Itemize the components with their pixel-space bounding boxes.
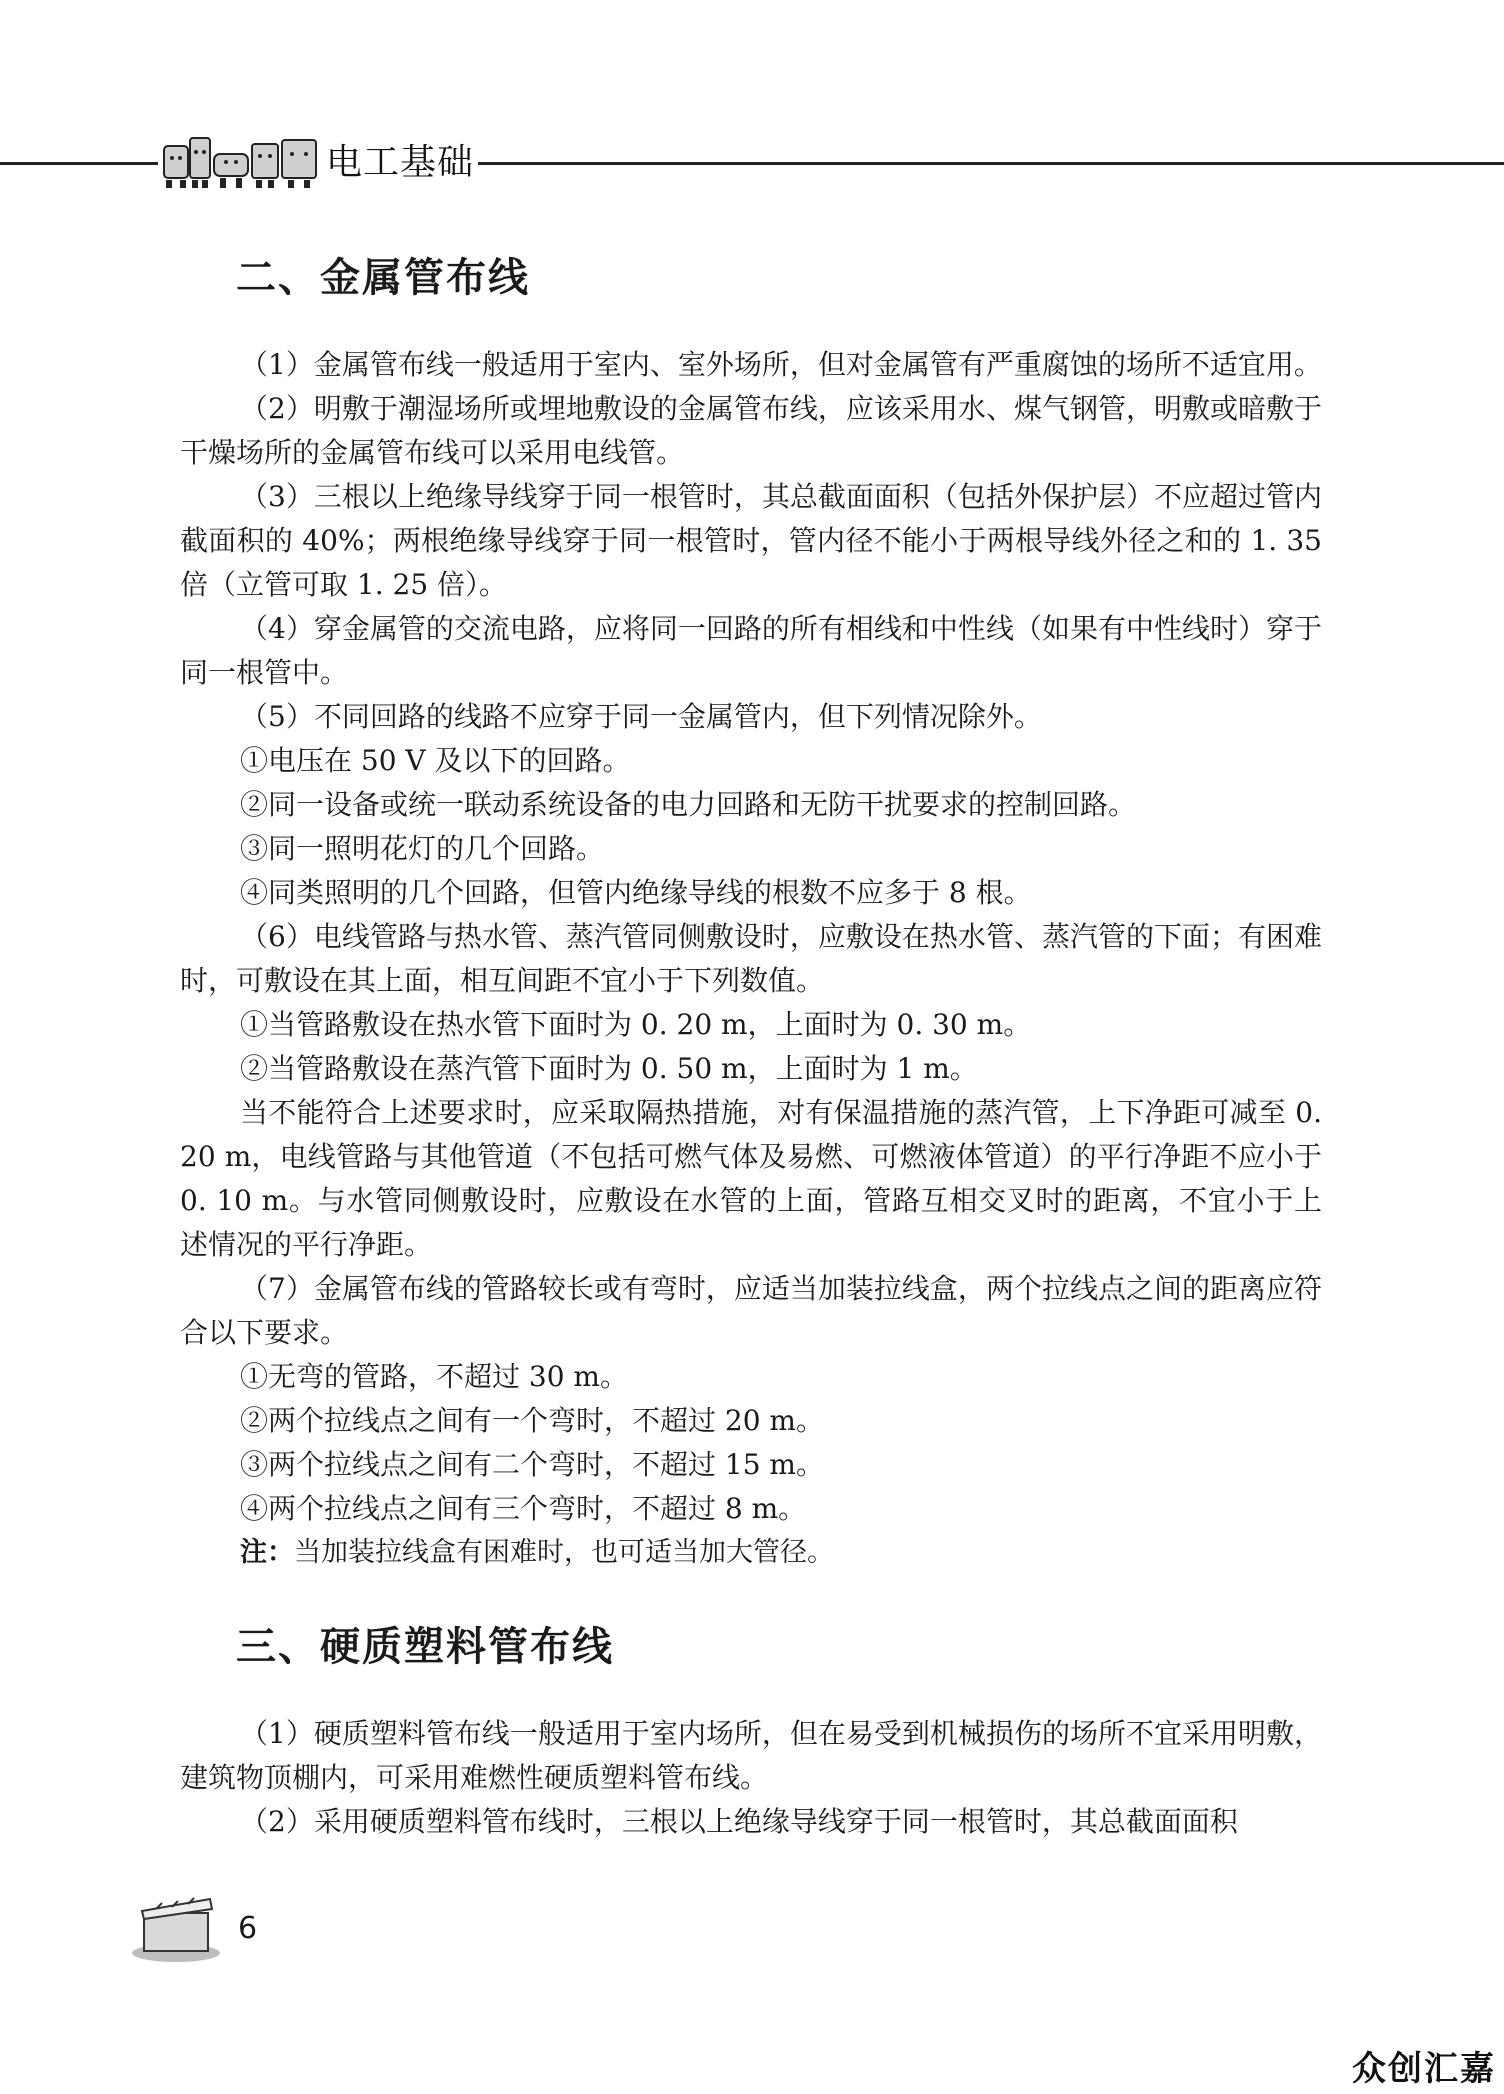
section-heading: 三、硬质塑料管布线 <box>236 1624 614 1670</box>
running-header <box>0 120 1504 200</box>
paragraph: （6）电线管路与热水管、蒸汽管同侧敷设时，应敷设在热水管、蒸汽管的下面；有困难时，可敷设在其上面，相互间距不宜小于下列数值。 <box>180 920 1322 997</box>
list-item: ①无弯的管路，不超过 30 m。 <box>240 1360 628 1393</box>
page-footer <box>130 1885 330 1965</box>
paragraph: （7）金属管布线的管路较长或有弯时，应适当加装拉线盒，两个拉线点之间的距离应符合以下要求。 <box>180 1272 1322 1349</box>
list-item: ③两个拉线点之间有二个弯时，不超过 15 m。 <box>240 1448 824 1481</box>
paragraph: （5）不同回路的线路不应穿于同一金属管内，但下列情况除外。 <box>240 700 1042 733</box>
note-label: 注： <box>240 1537 294 1568</box>
list-item: ①电压在 50 V 及以下的回路。 <box>240 744 631 777</box>
paragraph: （4）穿金属管的交流电路，应将同一回路的所有相线和中性线（如果有中性线时）穿于同一根管中。 <box>180 612 1322 689</box>
list-item: ②当管路敷设在蒸汽管下面时为 0. 50 m，上面时为 1 m。 <box>240 1052 978 1085</box>
paragraph: （1）硬质塑料管布线一般适用于室内场所，但在易受到机械损伤的场所不宜采用明敷，建筑物顶棚内，可采用难燃性硬质塑料管布线。 <box>180 1717 1322 1794</box>
paragraph: （1）金属管布线一般适用于室内、室外场所，但对金属管有严重腐蚀的场所不适宜用。 <box>240 348 1322 381</box>
paragraph: 当不能符合上述要求时，应采取隔热措施，对有保温措施的蒸汽管，上下净距可减至 0. 20 m，电线管路与其他管道（不包括可燃气体及易燃、可燃液体管道）的平行净距不应小于 0. 10 m。与水管同侧敷设时，应敷设在水管的上面，管路互相交叉时的距离，不宜小于上述情况的平行净距。 <box>180 1096 1322 1261</box>
list-item: ②同一设备或统一联动系统设备的电力回路和无防干扰要求的控制回路。 <box>240 788 1137 821</box>
header-title: 电工基础 <box>326 142 475 183</box>
list-item: ④同类照明的几个回路，但管内绝缘导线的根数不应多于 8 根。 <box>240 876 1032 909</box>
page-body <box>180 246 1322 1844</box>
paragraph: （2）明敷于潮湿场所或埋地敷设的金属管布线，应该采用水、煤气钢管，明敷或暗敷于干燥场所的金属管布线可以采用电线管。 <box>180 392 1322 469</box>
list-item: ②两个拉线点之间有一个弯时，不超过 20 m。 <box>240 1404 824 1437</box>
header-rule-right <box>478 162 1504 165</box>
clapperboard-icon <box>130 1885 222 1965</box>
list-item: ③同一照明花灯的几个回路。 <box>240 832 605 865</box>
note <box>180 1531 1322 1575</box>
paragraph: （3）三根以上绝缘导线穿于同一根管时，其总截面面积（包括外保护层）不应超过管内截面积的 40%；两根绝缘导线穿于同一根管时，管内径不能小于两根导线外径之和的 1. 35 倍（立管可取 1. 25 倍）。 <box>180 480 1322 601</box>
note-text: 当加装拉线盒有困难时，也可适当加大管径。 <box>294 1537 834 1568</box>
page-number: 6 <box>238 1911 258 1946</box>
mascots-icon <box>160 128 320 194</box>
watermark: 众创汇嘉 <box>1352 2049 1496 2089</box>
header-rule-left <box>0 162 158 165</box>
list-item: ④两个拉线点之间有三个弯时，不超过 8 m。 <box>240 1492 807 1525</box>
list-item: ①当管路敷设在热水管下面时为 0. 20 m，上面时为 0. 30 m。 <box>240 1008 1032 1041</box>
section-heading: 二、金属管布线 <box>236 255 530 301</box>
paragraph: （2）采用硬质塑料管布线时，三根以上绝缘导线穿于同一根管时，其总截面面积 <box>240 1805 1238 1838</box>
